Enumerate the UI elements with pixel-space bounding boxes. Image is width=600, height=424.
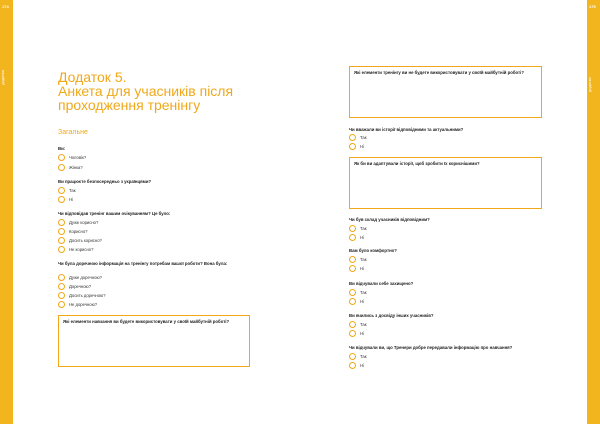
radio-icon[interactable] <box>349 256 356 263</box>
option-no[interactable]: Ні <box>349 265 364 272</box>
question-gender: Ви: <box>58 146 66 151</box>
radio-icon[interactable] <box>349 330 356 337</box>
radio-icon[interactable] <box>58 283 65 290</box>
radio-icon[interactable] <box>349 143 356 150</box>
option-no[interactable]: Ні <box>349 330 364 337</box>
radio-icon[interactable] <box>349 362 356 369</box>
option-no[interactable]: Ні <box>349 362 364 369</box>
answer-box-adapt[interactable] <box>349 157 542 209</box>
section-title: Загальне <box>58 129 88 136</box>
right-margin-strip <box>587 0 600 424</box>
radio-icon[interactable] <box>58 196 65 203</box>
question-trainers: Чи відчували ви, що Тренери добре передавали інформацію про навчання? <box>349 345 513 350</box>
left-margin-strip <box>0 0 13 424</box>
answer-box-use[interactable] <box>58 315 250 367</box>
side-label-left: додатки <box>0 70 5 85</box>
option-no[interactable]: Ні <box>349 143 364 150</box>
answer-box-adapt-prompt: Як би ви адаптували історії, щоб зробити їх кориснішими? <box>354 161 480 166</box>
radio-icon[interactable] <box>58 274 65 281</box>
radio-icon[interactable] <box>58 219 65 226</box>
option-yes[interactable]: Так <box>58 187 76 194</box>
page-number-right: 175 <box>589 4 596 9</box>
radio-icon[interactable] <box>349 265 356 272</box>
radio-icon[interactable] <box>349 234 356 241</box>
option-female[interactable]: Жінка? <box>58 164 83 171</box>
radio-icon[interactable] <box>58 228 65 235</box>
page-title: Додаток 5. Анкета для учасників після проходження тренінгу <box>58 69 234 113</box>
page-number-left: 174 <box>2 4 9 9</box>
answer-box-use-prompt: Які елементи навчання ви будете використовувати у своїй майбутній роботі? <box>63 319 230 324</box>
radio-icon[interactable] <box>58 292 65 299</box>
question-safe: Ви відчували себе захищено? <box>349 281 414 286</box>
answer-box-not-use-prompt: Які елементи тренінгу ви не будете використовувати у своїй майбутній роботі? <box>354 70 524 75</box>
question-expectations: Чи відповідав тренінг вашим очікуванням? Це було: <box>58 211 171 216</box>
radio-icon[interactable] <box>58 187 65 194</box>
option-yes[interactable]: Так <box>349 289 367 296</box>
option-male[interactable]: Чоловік? <box>58 154 86 161</box>
question-comfort: Вам було комфортно? <box>349 248 397 253</box>
answer-box-not-use[interactable] <box>349 66 542 118</box>
option-not-relevant[interactable]: Не доречною? <box>58 301 97 308</box>
option-no[interactable]: Ні <box>58 196 73 203</box>
radio-icon[interactable] <box>349 353 356 360</box>
option-very-useful[interactable]: Дуже корисно? <box>58 219 98 226</box>
radio-icon[interactable] <box>58 246 65 253</box>
radio-icon[interactable] <box>349 289 356 296</box>
option-relevant[interactable]: Доречною? <box>58 283 91 290</box>
option-yes[interactable]: Так <box>349 225 367 232</box>
question-group: Чи був склад учасників відповідним? <box>349 217 430 222</box>
option-yes[interactable]: Так <box>349 321 367 328</box>
option-no[interactable]: Ні <box>349 234 364 241</box>
option-yes[interactable]: Так <box>349 256 367 263</box>
question-stories: Чи вважали ви історії відповідними та актуальними? <box>349 127 464 132</box>
question-learn: Ви вчились з досвіду інших учасників? <box>349 313 434 318</box>
option-no[interactable]: Ні <box>349 298 364 305</box>
radio-icon[interactable] <box>349 321 356 328</box>
radio-icon[interactable] <box>349 298 356 305</box>
option-yes[interactable]: Так <box>349 353 367 360</box>
radio-icon[interactable] <box>58 164 65 171</box>
option-not-useful[interactable]: Не корисно? <box>58 246 93 253</box>
option-very-relevant[interactable]: Дуже доречною? <box>58 274 102 281</box>
radio-icon[interactable] <box>58 237 65 244</box>
question-direct-work: Ви працюєте безпосередньо з українцями? <box>58 179 152 184</box>
side-label-right: додатки <box>587 77 592 93</box>
option-fairly-relevant[interactable]: Досить доречною? <box>58 292 106 299</box>
option-yes[interactable]: Так <box>349 134 367 141</box>
question-relevance: Чи була доречною інформація на тренінгу потребам вашої роботи? Вона була: <box>58 261 228 266</box>
radio-icon[interactable] <box>58 301 65 308</box>
option-useful[interactable]: Корисно? <box>58 228 88 235</box>
radio-icon[interactable] <box>58 154 65 161</box>
radio-icon[interactable] <box>349 134 356 141</box>
radio-icon[interactable] <box>349 225 356 232</box>
option-fairly-useful[interactable]: Досить корисно? <box>58 237 102 244</box>
